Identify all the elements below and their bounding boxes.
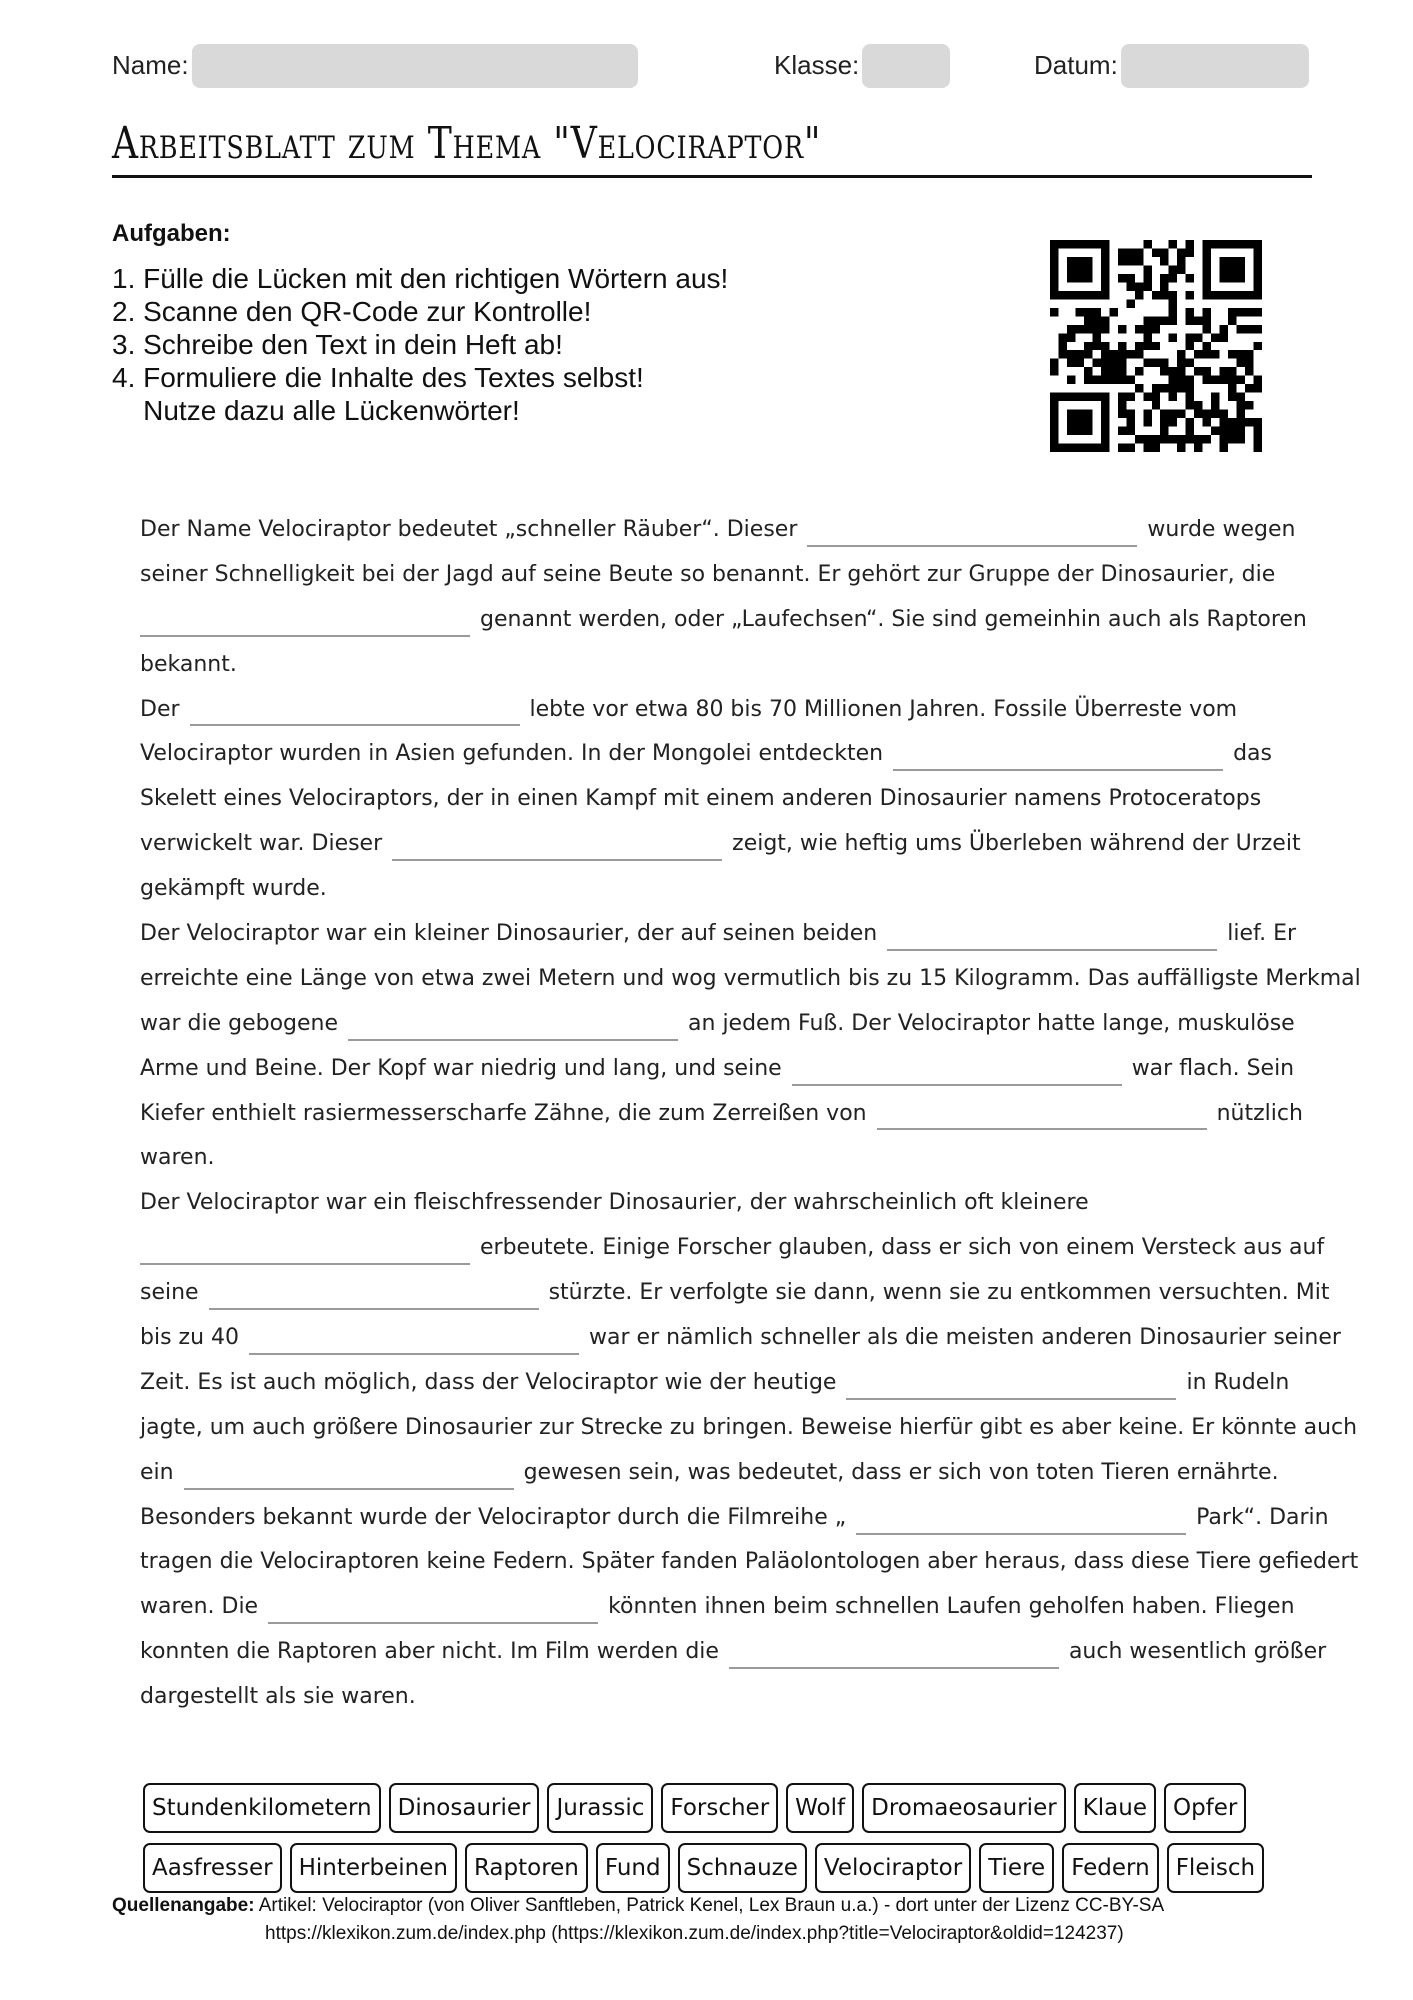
text-line: [140, 688, 1290, 733]
word-bank: [143, 1783, 1283, 1903]
date-label: Datum:: [1034, 50, 1118, 80]
text-segment: zeigt, wie heftig ums Überleben während der Urzeit: [732, 831, 1301, 857]
blank-field[interactable]: [877, 1102, 1207, 1130]
word-card[interactable]: Schnauze: [678, 1843, 807, 1893]
text-segment: das: [1233, 741, 1273, 767]
text-segment: auch wesentlich größer: [1068, 1639, 1327, 1665]
text-segment: jagte, um auch größere Dinosaurier zur Strecke zu bringen. Beweise hierfür gibt es aber keine. Er könnte auch: [140, 1414, 1358, 1440]
text-line: [140, 1271, 1330, 1316]
text-segment: genannt werden, oder „Laufechsen“. Sie sind gemeinhin auch als Raptoren: [480, 606, 1307, 632]
source-url[interactable]: https://klexikon.zum.de/index.php (https://klexikon.zum.de/index.php?title=Velociraptor&oldid=124237): [265, 1923, 1124, 1944]
blank-field[interactable]: [792, 1058, 1122, 1086]
text-segment: stürzte. Er verfolgte sie dann, wenn sie zu entkommen versuchten. Mit: [548, 1280, 1330, 1306]
text-segment: Velociraptor wurden in Asien gefunden. In der Mongolei entdeckten: [140, 741, 884, 767]
text-segment: Kiefer enthielt rasiermesserscharfe Zähne, die zum Zerreißen von: [140, 1100, 867, 1126]
text-segment: seine: [140, 1280, 199, 1306]
text-segment: gewesen sein, was bedeutet, dass er sich von toten Tieren ernährte.: [523, 1459, 1279, 1485]
class-label: Klasse:: [774, 50, 860, 80]
page-title: Arbeitsblatt zum Thema "Velociraptor": [112, 118, 822, 169]
text-segment: gekämpft wurde.: [140, 876, 327, 902]
blank-field[interactable]: [856, 1507, 1186, 1535]
text-segment: lief. Er: [1227, 921, 1297, 947]
word-card[interactable]: Stundenkilometern: [143, 1783, 381, 1833]
text-segment: Park“. Darin: [1196, 1504, 1329, 1530]
text-line: [140, 1630, 1327, 1675]
text-segment: war er nämlich schneller als die meisten anderen Dinosaurier seiner: [589, 1325, 1341, 1351]
blank-field[interactable]: [893, 743, 1223, 771]
word-card[interactable]: Raptoren: [465, 1843, 588, 1893]
word-card[interactable]: Federn: [1062, 1843, 1159, 1893]
text-line: [140, 1092, 1303, 1137]
class-field[interactable]: [862, 44, 950, 88]
text-segment: könnten ihnen beim schnellen Laufen geholfen haben. Fliegen: [608, 1594, 1295, 1620]
text-segment: Der Velociraptor war ein fleischfressender Dinosaurier, der wahrscheinlich oft kleinere: [140, 1190, 1089, 1216]
text-segment: tragen die Velociraptoren keine Federn. Später fanden Paläolontologen aber heraus, dass diese Tiere gefiedert: [140, 1549, 1359, 1575]
text-line: [140, 598, 1307, 643]
text-line: [140, 777, 1290, 822]
text-segment: bekannt.: [140, 651, 237, 677]
blank-field[interactable]: [268, 1596, 598, 1624]
text-segment: waren.: [140, 1145, 215, 1171]
text-line: [140, 1451, 1290, 1496]
word-card[interactable]: Forscher: [661, 1783, 778, 1833]
text-line: [140, 1406, 1358, 1451]
text-segment: Der: [140, 696, 180, 722]
text-segment: erreichte eine Länge von etwa zwei Metern und wog vermutlich bis zu 15 Kilogramm. Das auffälligste Merkmal: [140, 965, 1361, 991]
text-line: [140, 1181, 1290, 1226]
text-segment: ein: [140, 1459, 174, 1485]
text-segment: konnten die Raptoren aber nicht. Im Film werden die: [140, 1639, 719, 1665]
text-line: [140, 1540, 1359, 1585]
blank-field[interactable]: [190, 698, 520, 726]
blank-field[interactable]: [392, 833, 722, 861]
blank-field[interactable]: [249, 1327, 579, 1355]
word-card[interactable]: Hinterbeinen: [290, 1843, 457, 1893]
text-segment: Der Velociraptor war ein kleiner Dinosaurier, der auf seinen beiden: [140, 921, 878, 947]
text-segment: an jedem Fuß. Der Velociraptor hatte lange, muskulöse: [688, 1010, 1295, 1036]
text-line: [140, 1226, 1325, 1271]
word-card[interactable]: Klaue: [1074, 1783, 1156, 1833]
word-card[interactable]: Dromaeosaurier: [862, 1783, 1066, 1833]
word-card[interactable]: Opfer: [1164, 1783, 1246, 1833]
text-line: [140, 1585, 1295, 1630]
text-segment: Der Name Velociraptor bedeutet „schneller Räuber“. Dieser: [140, 517, 798, 542]
word-card[interactable]: Fleisch: [1167, 1843, 1264, 1893]
text-line: [140, 508, 1296, 553]
text-line: [140, 957, 1361, 1002]
word-bank-row: [143, 1843, 1283, 1893]
word-bank-row: [143, 1783, 1283, 1833]
cloze-text: [140, 508, 1361, 1720]
text-segment: waren. Die: [140, 1594, 259, 1620]
text-line: [140, 643, 1290, 688]
blank-field[interactable]: [729, 1641, 1059, 1669]
word-card[interactable]: Velociraptor: [815, 1843, 971, 1893]
text-line: [140, 553, 1290, 598]
word-card[interactable]: Tiere: [979, 1843, 1054, 1893]
text-line: [140, 1136, 1290, 1181]
source-text: Artikel: Velociraptor (von Oliver Sanftleben, Patrick Kenel, Lex Braun u.a.) - dort unter der Lizenz CC-BY-SA: [254, 1895, 1165, 1916]
word-card[interactable]: Jurassic: [547, 1783, 653, 1833]
text-line: [140, 1316, 1341, 1361]
task-item: 2. Scanne den QR-Code zur Kontrolle!: [112, 296, 592, 327]
blank-field[interactable]: [140, 1237, 470, 1265]
name-field[interactable]: [192, 44, 638, 88]
text-segment: wurde wegen: [1147, 517, 1296, 542]
source-label: Quellenangabe:: [112, 1895, 255, 1916]
text-segment: Arme und Beine. Der Kopf war niedrig und lang, und seine: [140, 1055, 782, 1081]
word-card[interactable]: Fund: [596, 1843, 670, 1893]
blank-field[interactable]: [209, 1282, 539, 1310]
text-line: [140, 1361, 1290, 1406]
text-segment: war die gebogene: [140, 1010, 339, 1036]
word-card[interactable]: Aasfresser: [143, 1843, 282, 1893]
qr-code-icon: [1050, 240, 1262, 452]
name-label: Name:: [112, 50, 189, 80]
blank-field[interactable]: [887, 923, 1217, 951]
blank-field[interactable]: [807, 519, 1137, 547]
text-segment: dargestellt als sie waren.: [140, 1684, 416, 1710]
task-item: 1. Fülle die Lücken mit den richtigen Wörtern aus!: [112, 263, 729, 294]
text-segment: lebte vor etwa 80 bis 70 Millionen Jahren. Fossile Überreste vom: [529, 696, 1238, 722]
text-segment: Besonders bekannt wurde der Velociraptor durch die Filmreihe „: [140, 1504, 847, 1530]
text-segment: bis zu 40: [140, 1325, 240, 1351]
task-item: 4. Formuliere die Inhalte des Textes selbst!: [112, 362, 644, 393]
text-segment: in Rudeln: [1186, 1369, 1290, 1395]
text-line: [140, 1047, 1295, 1092]
text-line: [140, 867, 1290, 912]
text-line: [140, 822, 1301, 867]
text-line: [140, 732, 1290, 777]
text-segment: verwickelt war. Dieser: [140, 831, 383, 857]
title-underline: [112, 175, 1312, 178]
blank-field[interactable]: [140, 609, 470, 637]
word-card[interactable]: Wolf: [786, 1783, 854, 1833]
tasks-list: [112, 262, 728, 427]
text-segment: seiner Schnelligkeit bei der Jagd auf seine Beute so benannt. Er gehört zur Gruppe der Dinosaurier, die: [140, 561, 1276, 587]
text-segment: Skelett eines Velociraptors, der in einen Kampf mit einem anderen Dinosaurier namens Protoceratops: [140, 786, 1262, 812]
text-line: [140, 1675, 1290, 1720]
blank-field[interactable]: [846, 1372, 1176, 1400]
text-line: [140, 1496, 1329, 1541]
text-segment: war flach. Sein: [1131, 1055, 1295, 1081]
text-line: [140, 912, 1297, 957]
text-segment: erbeutete. Einige Forscher glauben, dass er sich von einem Versteck aus auf: [480, 1235, 1325, 1261]
word-card[interactable]: Dinosaurier: [389, 1783, 540, 1833]
date-field[interactable]: [1121, 44, 1309, 88]
source-note: [112, 1895, 1312, 1945]
blank-field[interactable]: [348, 1013, 678, 1041]
text-segment: Zeit. Es ist auch möglich, dass der Velociraptor wie der heutige: [140, 1369, 837, 1395]
blank-field[interactable]: [184, 1462, 514, 1490]
tasks-heading: Aufgaben:: [112, 220, 231, 247]
task-item: 3. Schreibe den Text in dein Heft ab!: [112, 329, 563, 360]
task-item: Nutze dazu alle Lückenwörter!: [112, 395, 520, 426]
text-segment: nützlich: [1216, 1100, 1303, 1126]
text-line: [140, 1002, 1295, 1047]
